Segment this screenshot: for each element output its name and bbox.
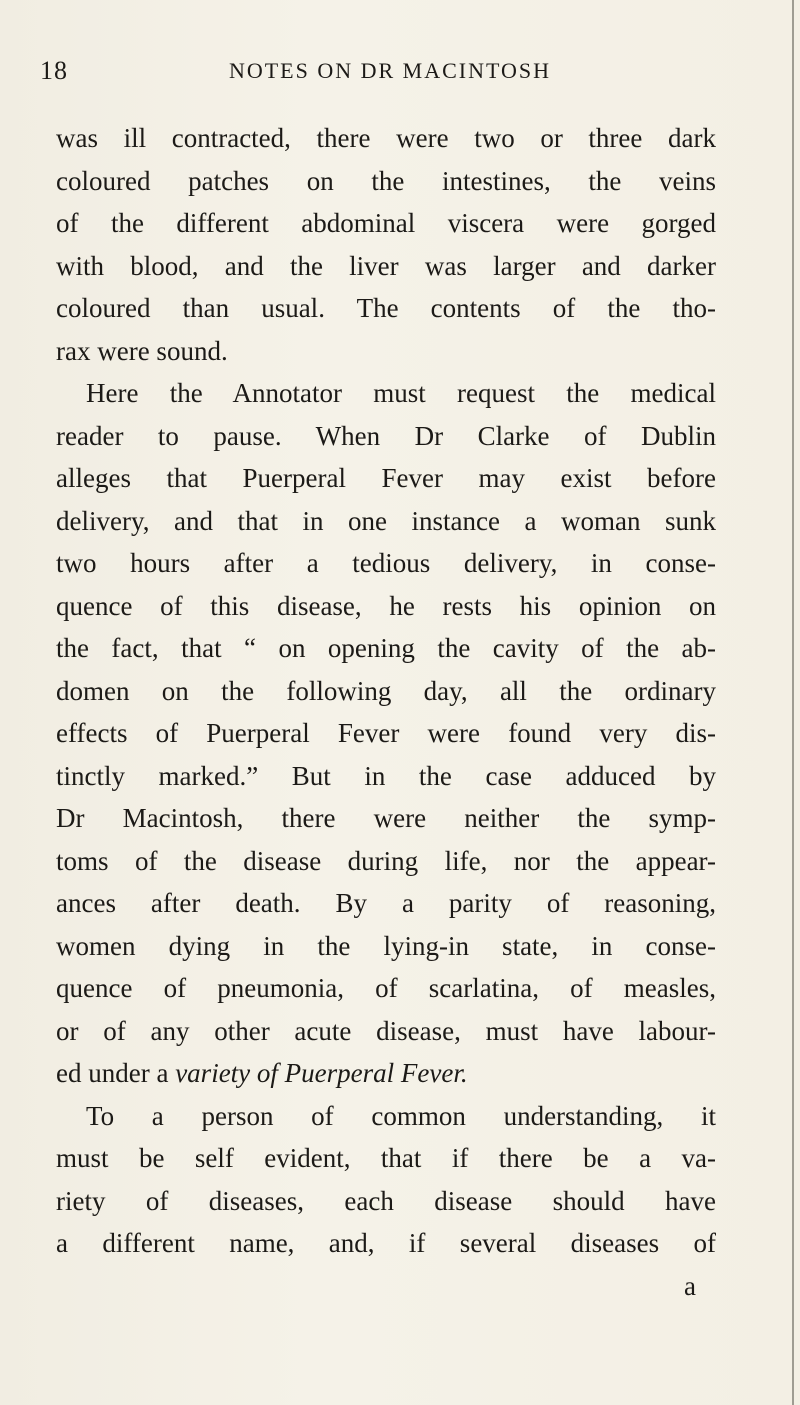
- text-line: tinctly marked.” But in the case adduced by: [56, 760, 716, 791]
- text-line: must be self evident, that if there be a va-: [56, 1143, 716, 1173]
- text-line: quence of pneumonia, of scarlatina, of measles,: [56, 973, 716, 1003]
- running-head: NOTES ON DR MACINTOSH: [228, 58, 552, 83]
- text-line: delivery, and that in one instance a woman sunk: [56, 505, 716, 536]
- catchword: a: [684, 1270, 696, 1301]
- text-line: riety of diseases, each disease should have: [56, 1185, 716, 1216]
- text-line: the fact, that “ on opening the cavity of the ab-: [56, 633, 716, 663]
- text-line: a different name, and, if several diseases of: [56, 1228, 716, 1258]
- text-line: ances after death. By a parity of reasoning,: [56, 888, 716, 918]
- text-line: was ill contracted, there were two or three dark: [56, 123, 716, 153]
- text-line: quence of this disease, he rests his opinion on: [56, 590, 716, 621]
- page-edge: [792, 0, 794, 1405]
- text-line: Dr Macintosh, there were neither the symp-: [56, 803, 716, 833]
- text-line: To a person of common understanding, it: [86, 1100, 716, 1131]
- page-number: 18: [40, 56, 68, 85]
- text-line: alleges that Puerperal Fever may exist before: [56, 463, 716, 493]
- text-line: effects of Puerperal Fever were found very dis-: [56, 718, 716, 748]
- text-line: [56, 1052, 716, 1095]
- italic-phrase: variety of Puerperal Fever.: [175, 1058, 468, 1088]
- text-line: rax were sound.: [56, 335, 228, 366]
- text-line: domen on the following day, all the ordinary: [56, 675, 716, 706]
- text-line-start: ed under a: [56, 1058, 176, 1088]
- text-line: coloured patches on the intestines, the veins: [56, 165, 716, 196]
- page-header: [40, 56, 740, 96]
- text-line: with blood, and the liver was larger and darker: [56, 250, 716, 281]
- text-line: toms of the disease during life, nor the appear-: [56, 845, 716, 876]
- text-line: or of any other acute disease, must have labour-: [56, 1015, 716, 1046]
- text-line: two hours after a tedious delivery, in conse-: [56, 548, 716, 578]
- text-line: of the different abdominal viscera were gorged: [56, 208, 716, 238]
- body-text: [56, 117, 716, 1307]
- text-line: Here the Annotator must request the medical: [86, 378, 716, 408]
- text-line: reader to pause. When Dr Clarke of Dublin: [56, 420, 716, 451]
- text-line: coloured than usual. The contents of the tho-: [56, 293, 716, 323]
- text-line: women dying in the lying-in state, in conse-: [56, 930, 716, 961]
